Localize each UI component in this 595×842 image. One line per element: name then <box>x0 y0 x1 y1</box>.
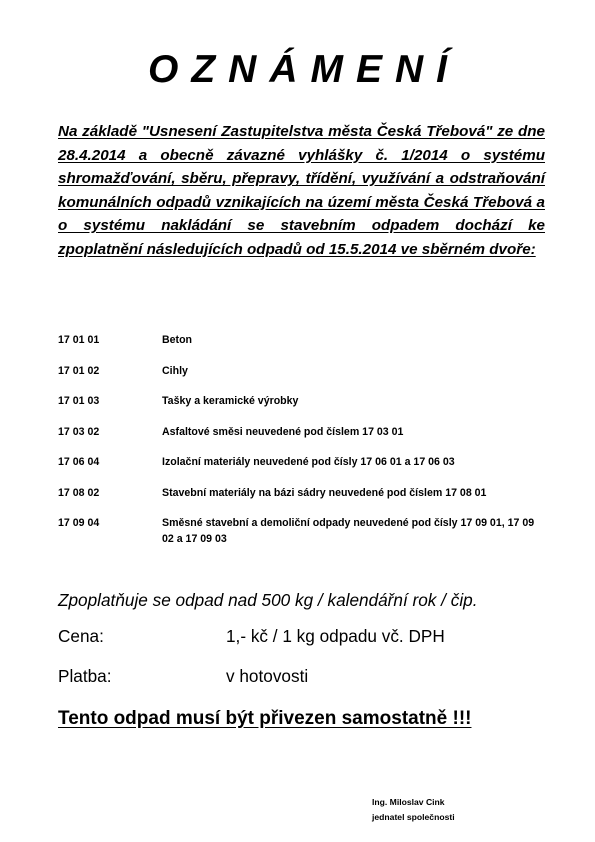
waste-description: Stavební materiály na bázi sádry neuvedené pod číslem 17 08 01 <box>162 486 487 499</box>
waste-code: 17 09 04 <box>58 517 100 529</box>
waste-code: 17 03 02 <box>58 425 100 438</box>
waste-description: Beton <box>162 334 193 346</box>
waste-code: 17 01 03 <box>58 395 100 407</box>
signature-role: jednatel společnosti <box>372 812 455 822</box>
list-item <box>58 332 548 348</box>
list-item <box>58 363 548 379</box>
waste-description: Směsné stavební a demoliční odpady neuvedené pod čísly 17 09 01, 17 09 02 a 17 09 03 <box>162 517 535 545</box>
intro-paragraph: Na základě "Usnesení Zastupitelstva města Česká Třebová" ze dne 28.4.2014 a obecně závazné vyhlášky č. 1/2014 o systému shromažďování, sběru, přepravy, třídění, využívání a odstraňování komunálních odpadů vznikajících na území města Česká Třebová a o systému nakládání se stavebním odpadem dochází ke zpoplatnění následujících odpadů od 15.5.2014 ve sběrném dvoře: <box>58 123 545 258</box>
fee-statement: Zpoplatňuje se odpad nad 500 kg / kalendářní rok / čip. <box>58 590 478 610</box>
waste-description: Izolační materiály neuvedené pod čísly 17 06 01 a 17 06 03 <box>162 456 455 468</box>
list-item <box>58 393 548 409</box>
price-value: 1,- kč / 1 kg odpadu vč. DPH <box>226 626 445 646</box>
payment-value: v hotovosti <box>226 666 309 686</box>
payment-label: Platba: <box>58 666 112 686</box>
waste-code: 17 01 02 <box>58 364 100 377</box>
list-item <box>58 485 548 501</box>
warning-text: Tento odpad musí být přivezen samostatně !!! <box>58 708 472 729</box>
list-item <box>58 454 548 470</box>
waste-description: Tašky a keramické výrobky <box>162 395 299 407</box>
signature-block <box>372 795 532 825</box>
waste-description: Cihly <box>162 364 188 377</box>
waste-code: 17 08 02 <box>58 486 100 499</box>
waste-code: 17 01 01 <box>58 334 100 346</box>
waste-list <box>58 332 548 562</box>
notice-title: OZNÁMENÍ <box>148 48 460 91</box>
price-label: Cena: <box>58 626 104 646</box>
list-item <box>58 515 548 547</box>
list-item <box>58 424 548 440</box>
signature-name: Ing. Miloslav Cink <box>372 797 445 807</box>
waste-description: Asfaltové směsi neuvedené pod číslem 17 03 01 <box>162 425 404 438</box>
waste-code: 17 06 04 <box>58 456 100 468</box>
